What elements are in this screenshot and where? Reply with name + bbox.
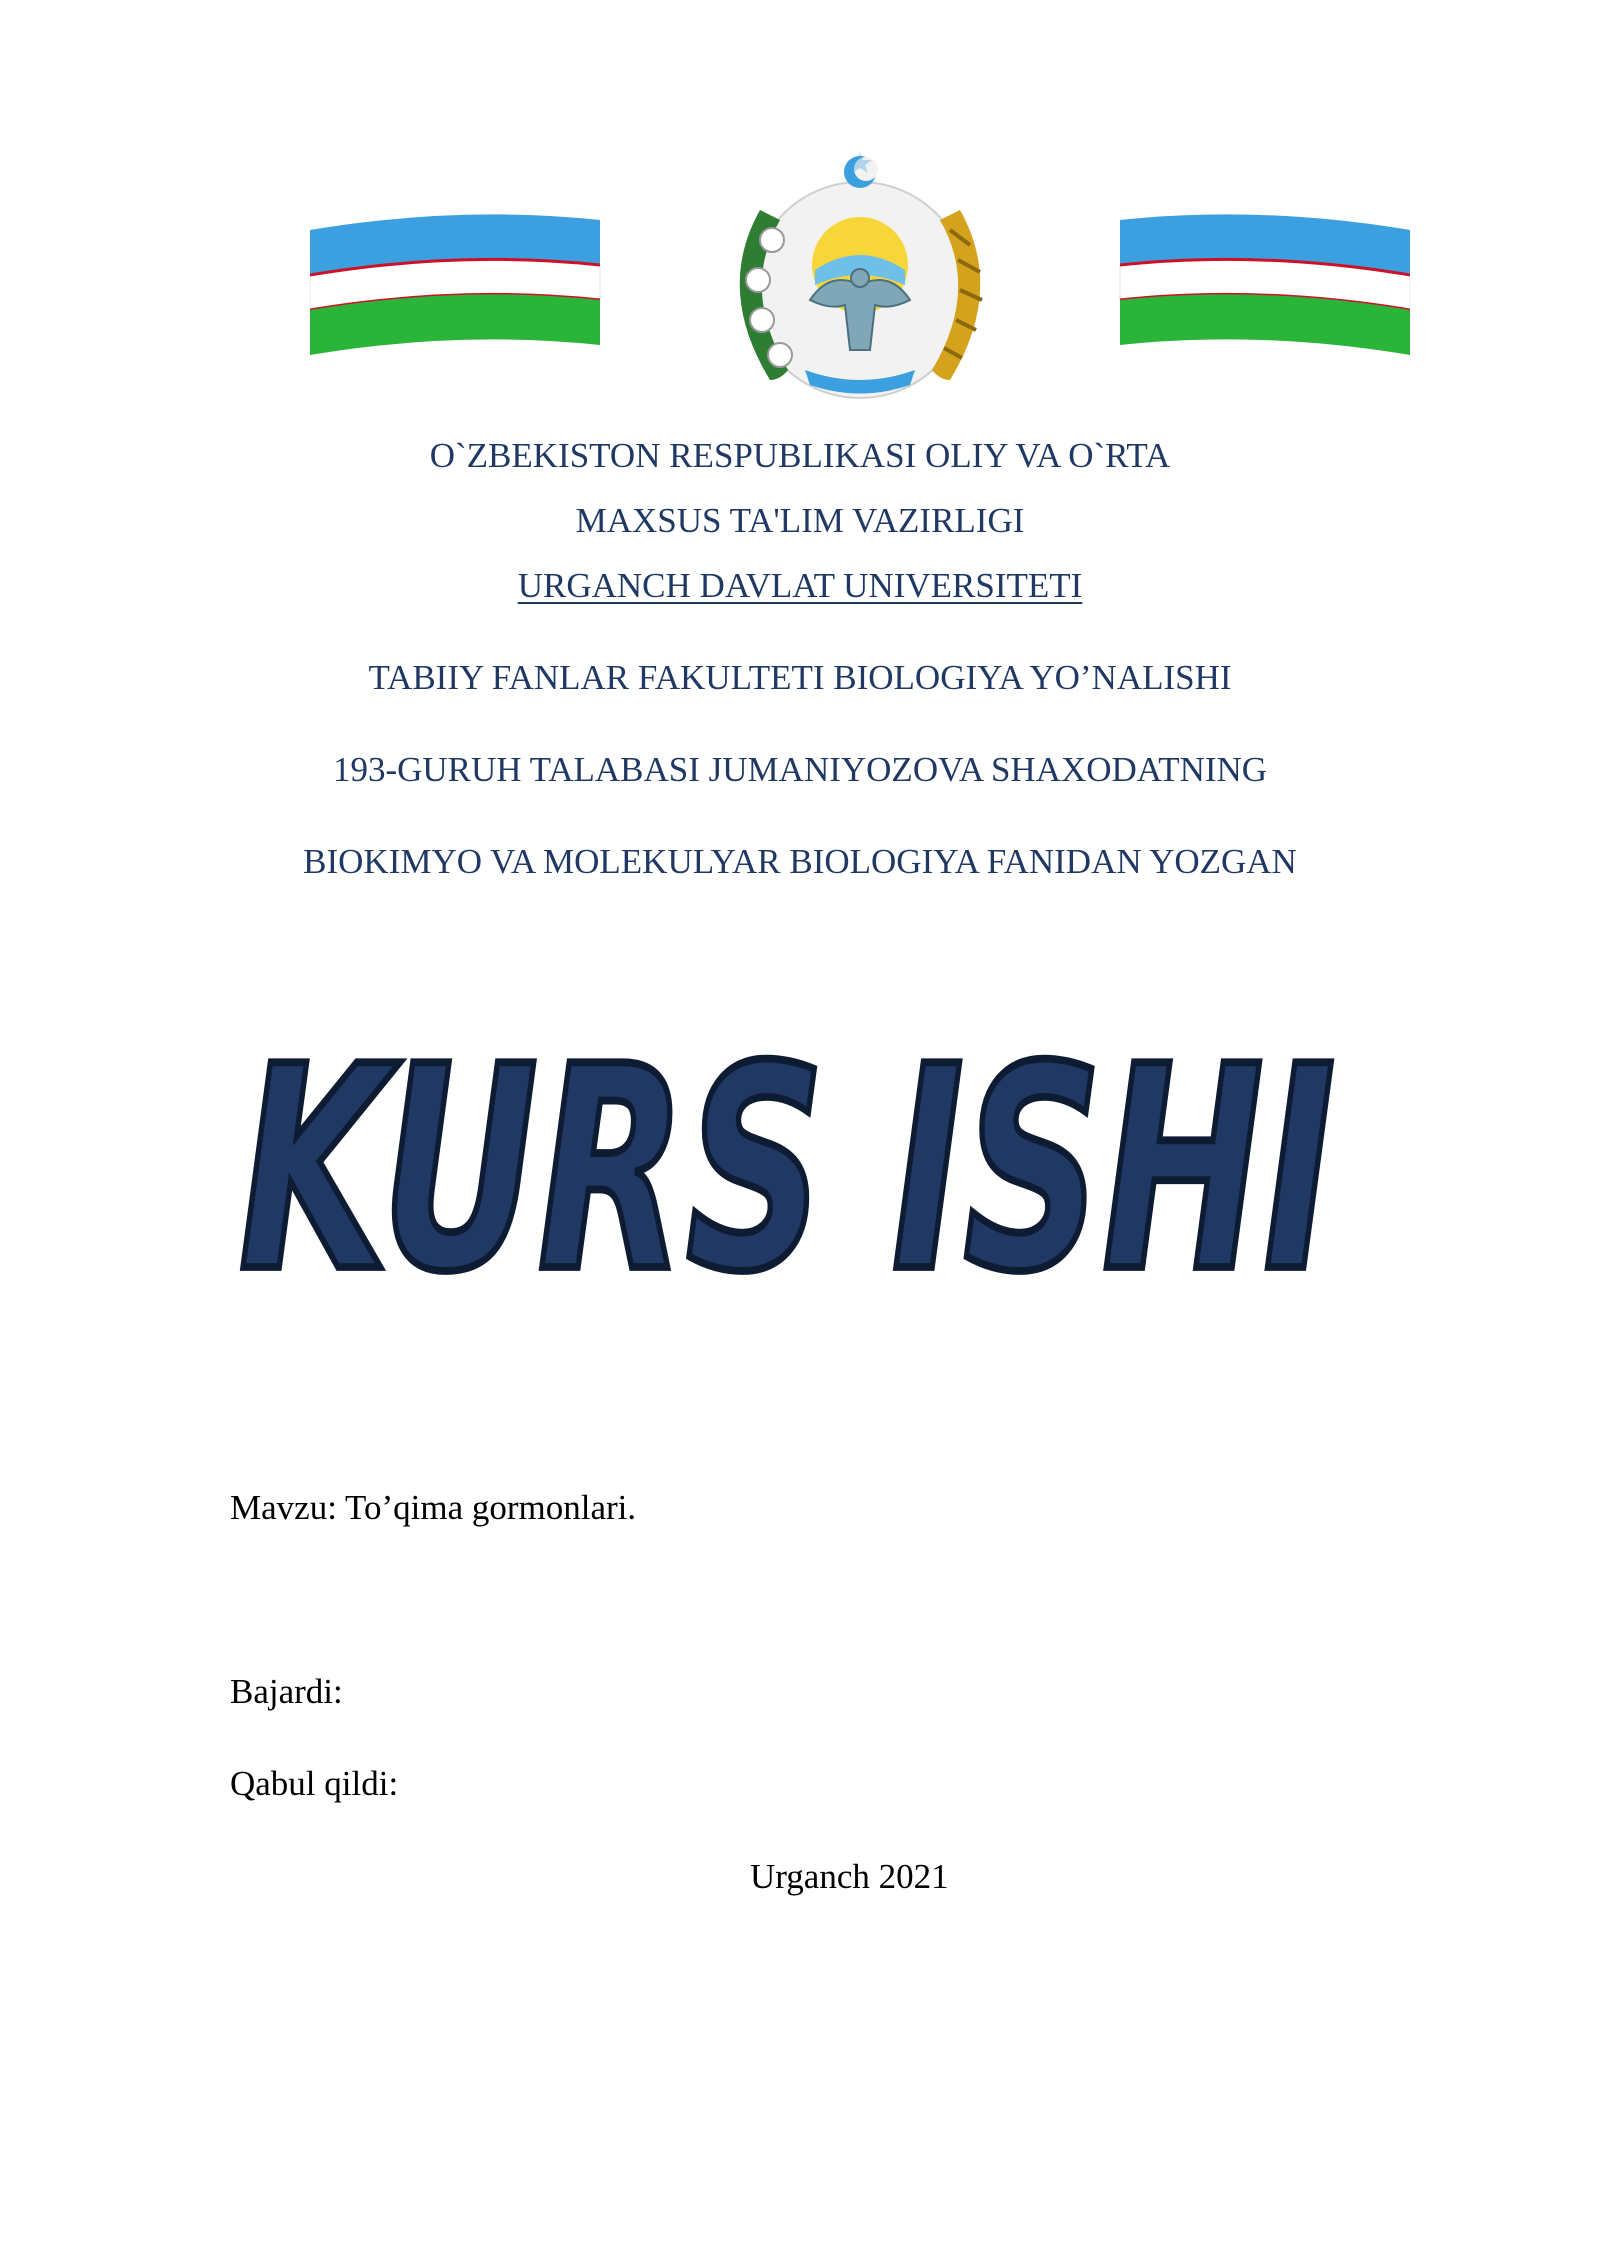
faculty-line: TABIIY FANLAR FAKULTETI BIOLOGIYA YO’NALISHI bbox=[368, 658, 1232, 697]
ministry-line-2: MAXSUS TA'LIM VAZIRLIGI bbox=[575, 501, 1025, 540]
ministry-line-1: O`ZBEKISTON RESPUBLIKASI OLIY VA O`RTA bbox=[429, 436, 1171, 475]
flag-ribbon-left-icon bbox=[310, 214, 600, 355]
university-name: URGANCH DAVLAT UNIVERSITETI bbox=[517, 566, 1083, 605]
accepted-by-label: Qabul qildi: bbox=[230, 1764, 399, 1803]
city-year: Urganch 2021 bbox=[750, 1857, 949, 1896]
topic-line: Mavzu: To’qima gormonlari. bbox=[230, 1488, 637, 1527]
flag-ribbon-right-icon bbox=[1120, 214, 1410, 355]
emblem-core-icon bbox=[740, 152, 982, 398]
student-line: 193-GURUH TALABASI JUMANIYOZOVA SHAXODATNING bbox=[332, 750, 1268, 789]
document-title bbox=[235, 985, 1350, 1285]
document-title-text: KURS ISHI bbox=[239, 1005, 1336, 1285]
uzbekistan-state-emblem-icon bbox=[310, 150, 1410, 400]
performed-by-label: Bajardi: bbox=[230, 1672, 343, 1711]
subject-line: BIOKIMYO VA MOLEKULYAR BIOLOGIYA FANIDAN YOZGAN bbox=[303, 842, 1297, 881]
